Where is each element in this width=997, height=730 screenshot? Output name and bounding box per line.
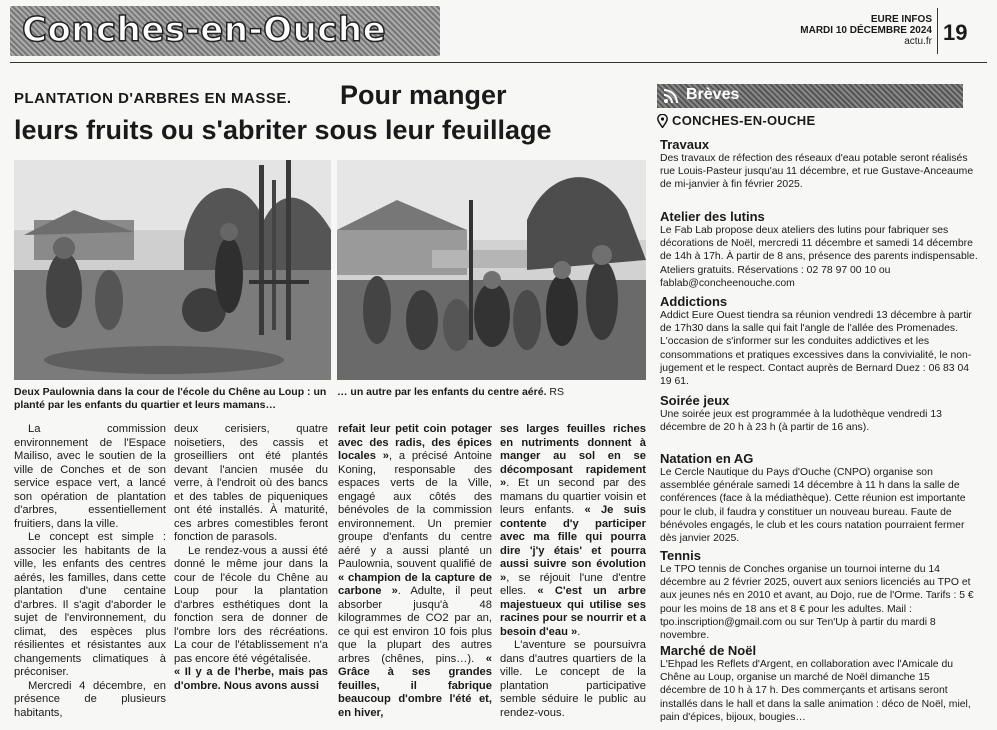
brief-text: Des travaux de réfection des réseaux d'eau potable seront réalisés rue Louis-Pasteur jusqu'au 11 décembre, et rue Gustave-Anceaume de mi-janvier à fin février 2025. — [660, 153, 974, 191]
brief-item — [660, 643, 978, 724]
brief-title: Marché de Noël — [660, 643, 757, 658]
brief-item — [660, 451, 978, 545]
article-text: . Adulte, il peut absorber jusqu'à 48 kilogrammes de CO2 par an, ce qui est environ 10 fois plus que la plupart des autres arbres (chênes, pins…). — [338, 585, 492, 665]
article-kicker: PLANTATION D'ARBRES EN MASSE. — [14, 90, 292, 107]
article-quote: « C'est un arbre majestueux qui utilise ses racines pour se nourrir et a besoin d'eau » — [500, 585, 647, 638]
article-quote: « Grâce à ses grandes feuilles, il fabrique beaucoup d'ombre l'été et, en hiver, — [338, 652, 492, 719]
masthead-title: Conches-en-Ouche — [22, 10, 387, 50]
photo-caption-2 — [337, 386, 646, 399]
article-text: . — [577, 625, 581, 638]
paper-info — [790, 14, 932, 47]
photo-caption-1: Deux Paulownia dans la cour de l'école du Chêne au Loup : un planté par les enfants du quartier et leurs mamans… — [14, 386, 327, 411]
brief-text: Le TPO tennis de Conches organise un tournoi interne du 14 décembre au 2 février 2025, ouvert aux seniors licenciés au TPO et aux jeunes nés en 2010 et avant, au Dojo, rue de l'Orme. Tarifs : 5 € pour les moins de 18 ans et 8 € pour les adultes. Mail : tpo.inscription@gmail.com ou sur Ten'Up à partir du mardi 8 novembre. — [660, 564, 974, 642]
article-paragraph: L'aventure se poursuivra dans d'autres quartiers de la ville. Le concept de la plantation participative semble séduire le public au rendez-vous. — [500, 639, 646, 719]
paper-date: MARDI 10 DÉCEMBRE 2024 — [800, 25, 932, 36]
brief-title: Tennis — [660, 548, 701, 563]
article-paragraph: La commission environnement de l'Espace Mailiso, avec le soutien de la ville de Conches et de son service espace vert, a lancé son opération de plantation d'arbres, essentiellement fruitiers, dans la ville. — [14, 423, 166, 530]
photo-school-yard — [14, 160, 331, 380]
brief-title: Travaux — [660, 137, 710, 152]
article-column-4 — [500, 423, 646, 720]
breves-title: Brèves — [686, 86, 740, 103]
brief-item — [660, 209, 978, 290]
brief-title: Soirée jeux — [660, 393, 730, 408]
article-quote: « Il y a de l'herbe, mais pas d'ombre. Nous avons aussi — [174, 666, 328, 692]
brief-item — [660, 137, 978, 192]
article-quote: refait leur petit coin potager avec des radis, des épices locales » — [338, 423, 492, 462]
article-quote: « Je suis contente d'y participer avec ma fille qui pourra dire 'j'y étais' et pourra aussi suivre son évolution » — [500, 504, 646, 584]
brief-item — [660, 548, 978, 642]
article-headline-line-1: Pour manger — [340, 80, 507, 110]
paper-site: actu.fr — [904, 36, 932, 47]
article-headline-line-2: leurs fruits ou s'abriter sous leur feuillage — [14, 115, 552, 145]
photo-caption-2-text: … un autre par les enfants du centre aéré. — [337, 386, 547, 398]
brief-title: Addictions — [660, 294, 728, 309]
paper-name: EURE INFOS — [870, 14, 932, 25]
article-paragraph: Mercredi 4 décembre, en présence de plusieurs habitants, — [14, 679, 166, 719]
breves-location: CONCHES-EN-OUCHE — [672, 113, 816, 128]
brief-title: Natation en AG — [660, 451, 754, 466]
brief-text: Une soirée jeux est programmée à la ludothèque vendredi 13 décembre de 20 h à 23 h (à partir de 16 ans). — [660, 409, 942, 434]
header-rule — [10, 62, 987, 63]
brief-item — [660, 294, 978, 388]
photo-centre-aere — [337, 160, 646, 380]
location-pin-icon — [657, 114, 668, 128]
article-paragraph: Le rendez-vous a aussi été donné le même jour dans la cour de l'école du Chêne au Loup pour la plantation d'arbres esthétiques dont la fonction sera de donner de l'ombre lors des récréations. La cour de l'établissement n'a pas encore été végétalisée. — [174, 544, 328, 665]
article-column-1 — [14, 423, 166, 720]
brief-text: Addict Eure Ouest tiendra sa réunion vendredi 13 décembre à partir de 17h30 dans la salle qui fait l'angle de l'allée des Promenades. L'occasion de s'informer sur les conduites addictives et les consommations et pratiques excessives dans la convivialité, le non-jugement et le respect. Contact auprès de Bernard Duez : 06 83 04 19 61. — [660, 310, 972, 388]
masthead-banner — [10, 6, 440, 56]
rss-icon — [663, 88, 679, 104]
page-divider — [937, 8, 938, 54]
article-quote: « champion de la capture de carbone » — [338, 571, 492, 597]
brief-text: Le Cercle Nautique du Pays d'Ouche (CNPO) organise son assemblée générale samedi 14 décembre à 11 h dans la salle de conférences (face à la médiathèque). Cette réunion est importante pour le club, il faudra y constituer un nouveau bureau. Faute de bénévoles engagés, le club et les cours natation pourraient fermer dès janvier 2025. — [660, 467, 966, 545]
article-quote: ses larges feuilles riches en nutriments donnent à manger au sol en se décomposant rapidement » — [500, 423, 646, 489]
brief-title: Atelier des lutins — [660, 209, 765, 224]
article-paragraph: Le concept est simple : associer les habitants de la ville, les enfants des centres aérés, les familles, dans cette plantation d'une centaine d'arbres. Il s'agit d'aborder le sujet de l'environnement, du climat, des espèces plus résilientes et résistantes aux changements climatiques à préconiser. — [14, 531, 166, 678]
article-column-3 — [338, 423, 492, 720]
article-text: , a précisé Antoine Koning, responsable des espaces verts de la Ville, engagé aux côtés des bénévoles de la commission environnement. Un premier groupe d'enfants du centre aéré y a aussi planté un Paulownia, souvent qualifié de — [338, 450, 492, 570]
page-number: 19 — [943, 20, 968, 45]
brief-text: L'Ehpad les Reflets d'Argent, en collaboration avec l'Amicale du Chêne au Loup, organise un marché de Noël dimanche 15 décembre de 10 h à 17 h. Des commerçants et artisans seront installés dans le hall et dans la salle animation : déco de Noël, miel, pain d'épices, bijoux, bougies… — [660, 659, 971, 723]
photo-credit: RS — [549, 386, 564, 398]
article-text: , se réjouit l'une d'entre elles. — [500, 571, 646, 597]
brief-text: Le Fab Lab propose deux ateliers des lutins pour fabriquer ses décorations de Noël, mercredi 11 décembre et samedi 14 décembre de 14h à 17h. À partir de 8 ans, présence des parents indispensable. Ateliers gratuits. Réservations : 02 78 97 00 10 ou fablab@concheenouche.com — [660, 225, 978, 289]
article-column-2 — [174, 423, 328, 693]
article-paragraph: deux cerisiers, quatre noisetiers, des cassis et groseilliers ont été plantés devant l'ancien musée du verre, à l'endroit où des bancs et des tables de piqueniques ont été installés. À maturité, ces arbres comestibles feront fonction de parasols. — [174, 423, 328, 543]
article-text: . Et un second par des mamans du quartier voisin et leurs enfants. — [500, 477, 646, 516]
brief-item — [660, 393, 978, 434]
